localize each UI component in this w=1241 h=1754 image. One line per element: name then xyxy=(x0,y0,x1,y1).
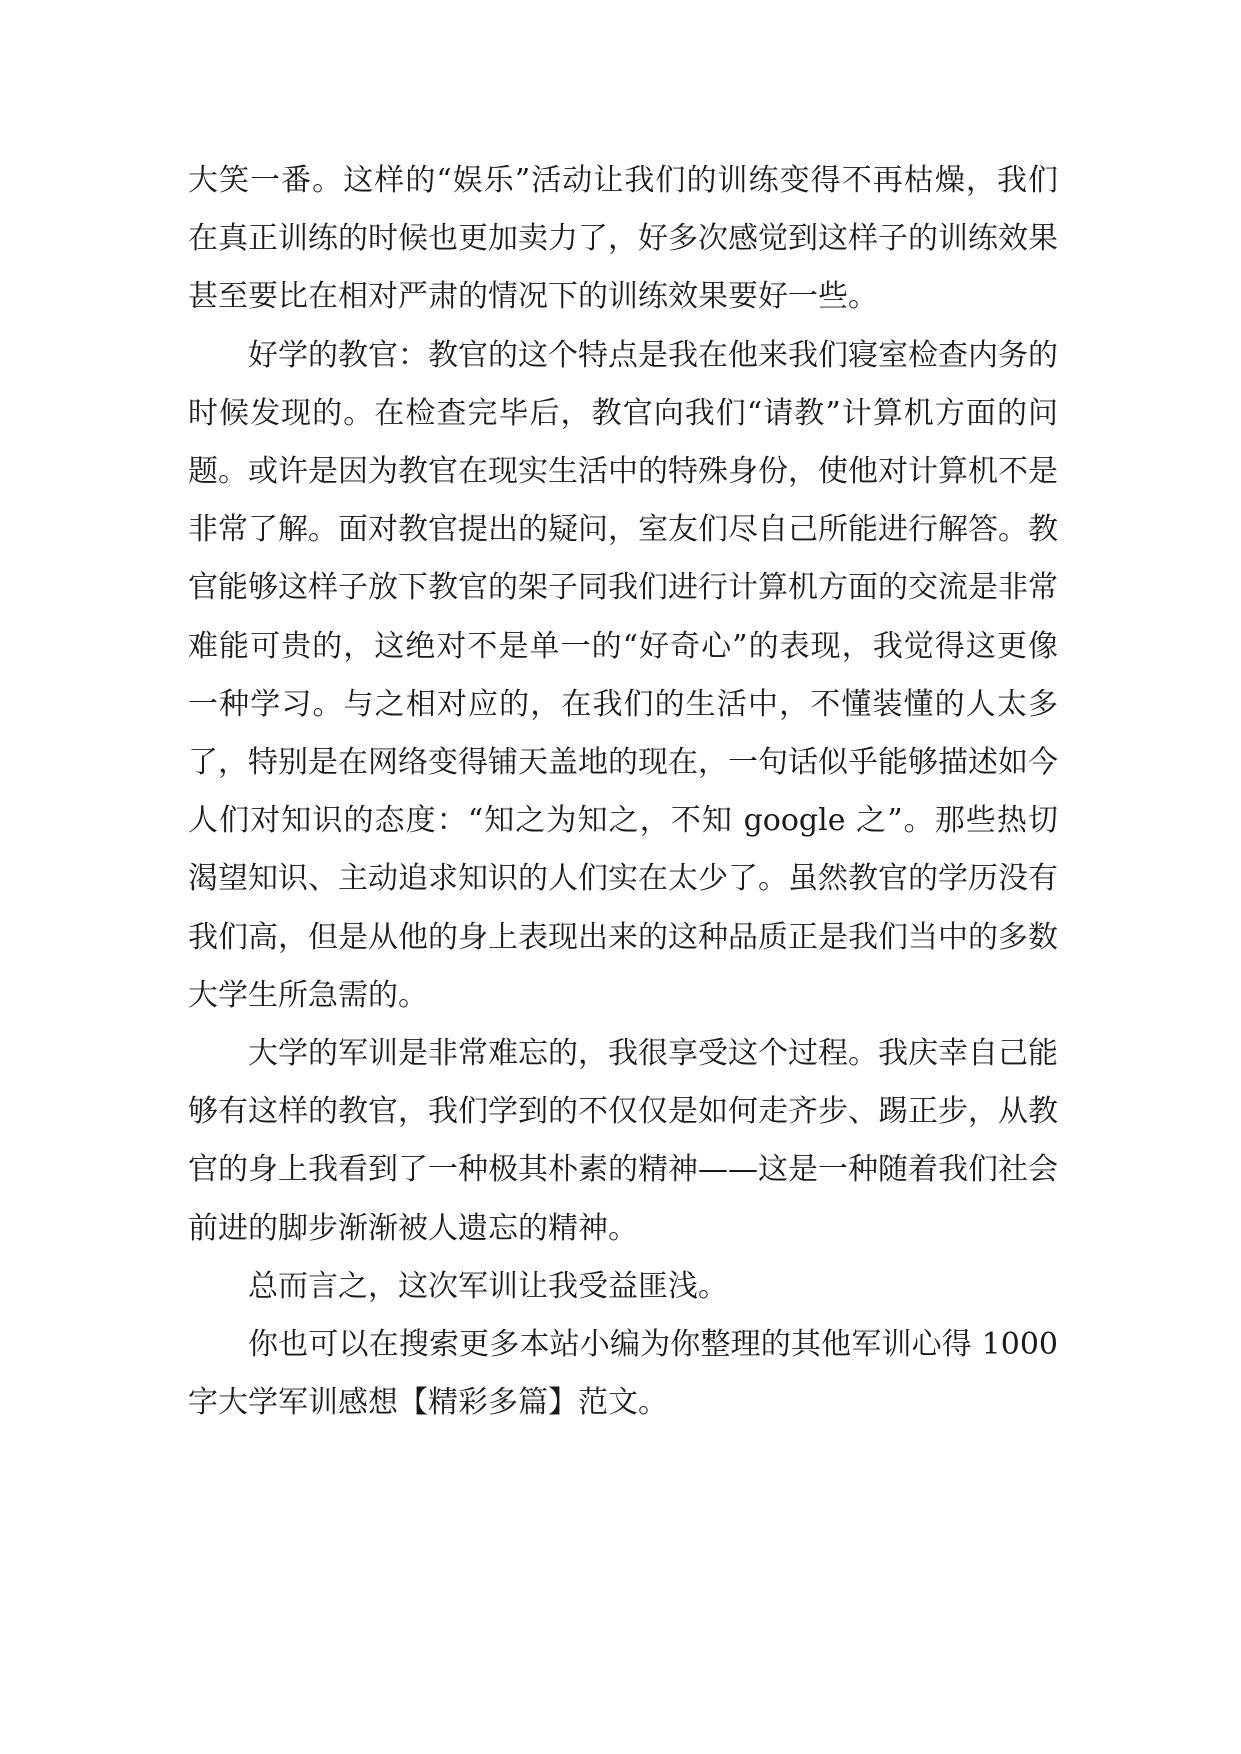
paragraph-continuation: 大笑一番。这样的“娱乐”活动让我们的训练变得不再枯燥，我们在真正训练的时候也更加卖力了，好多次感觉到这样子的训练效果甚至要比在相对严肃的情况下的训练效果要好一些。 xyxy=(188,163,1058,315)
document-body xyxy=(188,152,1058,1432)
paragraph-military-training-memory: 大学的军训是非常难忘的，我很享受这个过程。我庆幸自己能够有这样的教官，我们学到的不仅仅是如何走齐步、踢正步，从教官的身上我看到了一种极其朴素的精神——这是一种随着我们社会前进的脚步渐渐被人遗忘的精神。 xyxy=(188,1036,1058,1246)
paragraph-studious-instructor: 好学的教官：教官的这个特点是我在他来我们寝室检查内务的时候发现的。在检查完毕后，教官向我们“请教”计算机方面的问题。或许是因为教官在现实生活中的特殊身份，使他对计算机不是非常了解。面对教官提出的疑问，室友们尽自己所能进行解答。教官能够这样子放下教官的架子同我们进行计算机方面的交流是非常难能可贵的，这绝对不是单一的“好奇心”的表现，我觉得这更像一种学习。与之相对应的，在我们的生活中，不懂装懂的人太多了，特别是在网络变得铺天盖地的现在，一句话似乎能够描述如今人们对知识的态度：“知之为知之，不知 google 之”。那些热切渴望知识、主动追求知识的人们实在太少了。虽然教官的学历没有我们高，但是从他的身上表现出来的这种品质正是我们当中的多数大学生所急需的。 xyxy=(188,337,1058,1013)
paragraph-closing-note: 你也可以在搜索更多本站小编为你整理的其他军训心得 1000 字大学军训感想【精彩多篇】范文。 xyxy=(188,1327,1058,1421)
paragraph-summary: 总而言之，这次军训让我受益匪浅。 xyxy=(248,1268,728,1304)
